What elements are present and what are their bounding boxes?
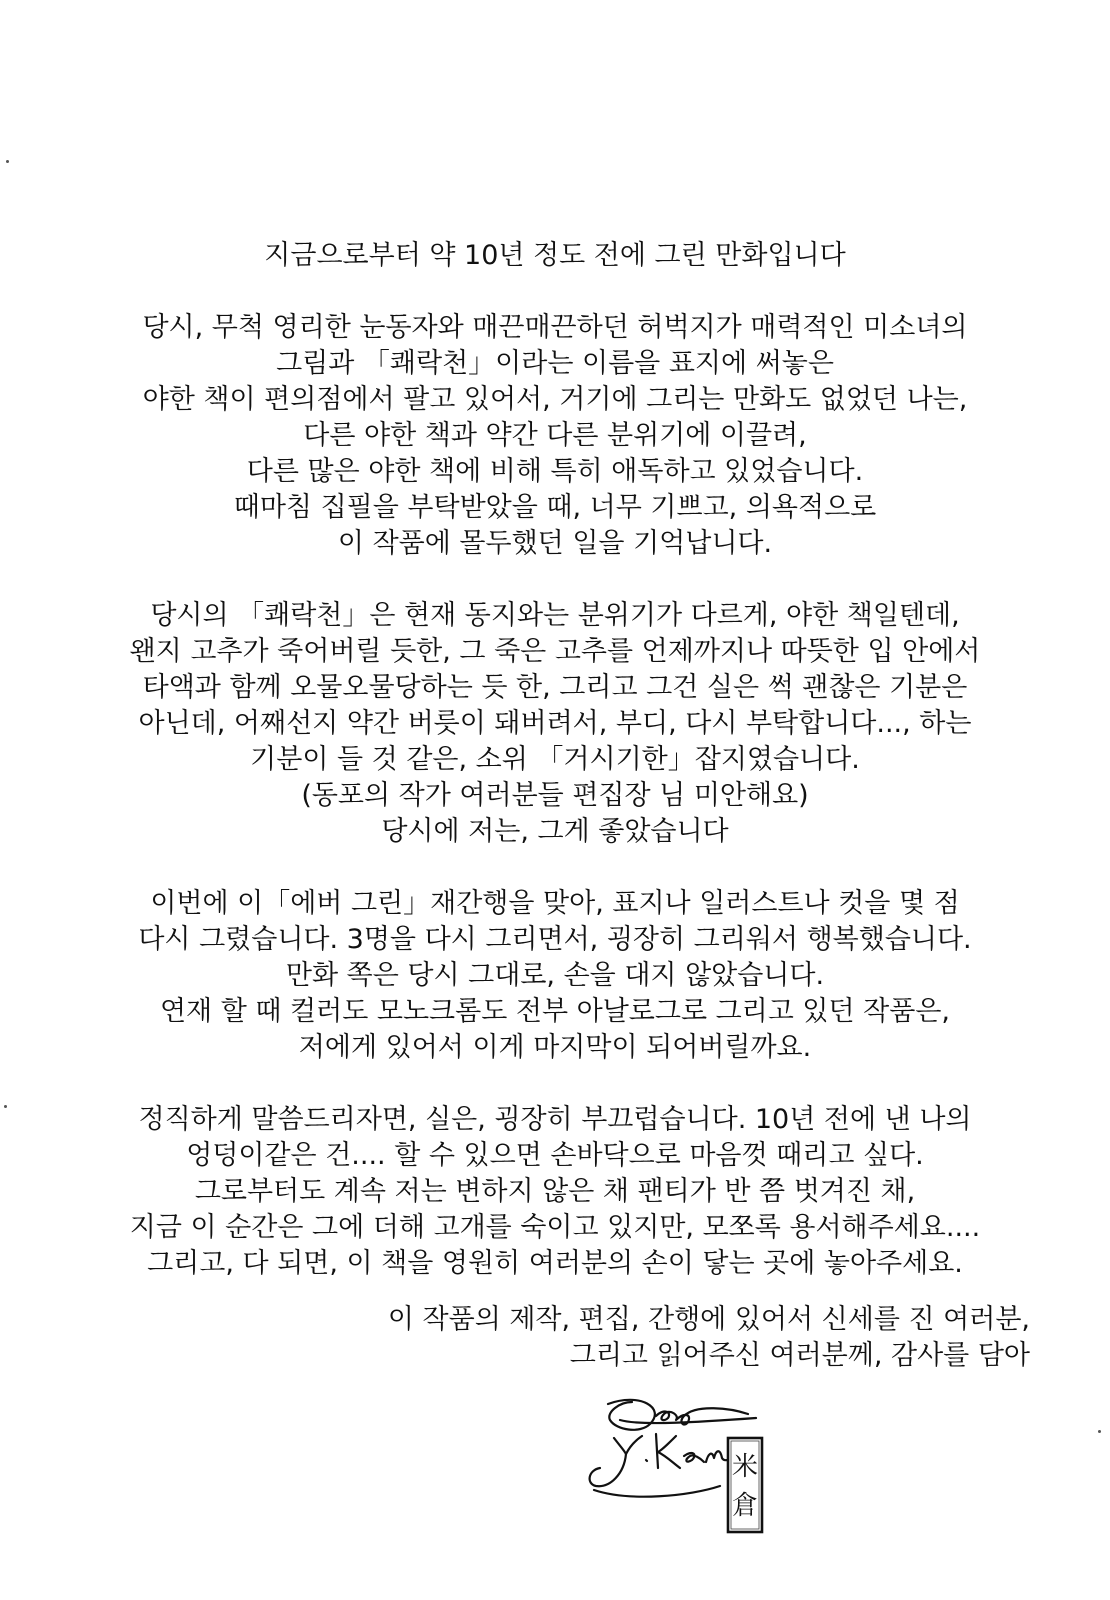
letter-line: 정직하게 말씀드리자면, 실은, 굉장히 부끄럽습니다. 10년 전에 낸 나의 — [138, 1104, 972, 1135]
letter-line: 타액과 함께 오물오물당하는 듯 한, 그리고 그건 실은 썩 괜찮은 기분은 — [142, 672, 968, 703]
author-signature — [580, 1390, 780, 1540]
seal-glyph-2: 倉 — [731, 1491, 759, 1521]
scan-speck — [1098, 1430, 1101, 1433]
letter-line: 다시 그렸습니다. 3명을 다시 그리면서, 굉장히 그리워서 행복했습니다. — [138, 924, 972, 955]
closing-line: 이 작품의 제작, 편집, 간행에 있어서 신세를 진 여러분, — [387, 1304, 1030, 1335]
scan-speck — [4, 1105, 7, 1108]
scan-speck — [6, 160, 9, 163]
letter-line: 연재 할 때 컬러도 모노크롬도 전부 아날로그로 그리고 있던 작품은, — [159, 996, 951, 1027]
closing-line: 그리고 읽어주신 여러분께, 감사를 담아 — [569, 1340, 1030, 1371]
letter-line: 저에게 있어서 이게 마지막이 되어버릴까요. — [298, 1032, 812, 1063]
letter-line: 당시, 무척 영리한 눈동자와 매끈매끈하던 허벅지가 매력적인 미소녀의 — [142, 312, 968, 343]
letter-paragraph — [40, 238, 1070, 274]
letter-line: 이 작품에 몰두했던 일을 기억납니다. — [337, 528, 773, 559]
letter-body — [40, 238, 1070, 1318]
letter-line: 만화 쪽은 당시 그대로, 손을 대지 않았습니다. — [285, 960, 825, 991]
letter-paragraph — [40, 1102, 1070, 1282]
letter-line: 엉덩이같은 건.... 할 수 있으면 손바닥으로 마음껏 때리고 싶다. — [186, 1140, 924, 1171]
letter-line: 기분이 들 것 같은, 소위 「거시기한」잡지였습니다. — [250, 744, 860, 775]
letter-paragraph — [40, 310, 1070, 562]
letter-line: 다른 많은 야한 책에 비해 특히 애독하고 있었습니다. — [246, 456, 864, 487]
letter-line: 그림과 「쾌락천」이라는 이름을 표지에 써놓은 — [276, 348, 834, 379]
letter-line: (동포의 작가 여러분들 편집장 님 미안해요) — [301, 780, 809, 811]
letter-line: 아닌데, 어째선지 약간 버릇이 돼버려서, 부디, 다시 부탁합니다..., 하는 — [138, 708, 972, 739]
letter-line: 그리고, 다 되면, 이 책을 영원히 여러분의 손이 닿는 곳에 놓아주세요. — [147, 1248, 963, 1279]
closing-remarks — [388, 1302, 1030, 1374]
letter-paragraph — [40, 886, 1070, 1066]
letter-line: 그로부터도 계속 저는 변하지 않은 채 팬티가 반 쯤 벗겨진 채, — [194, 1176, 916, 1207]
letter-line: 다른 야한 책과 약간 다른 분위기에 이끌려, — [303, 420, 807, 451]
letter-line: 이번에 이「에버 그린」재간행을 맞아, 표지나 일러스트나 컷을 몇 점 — [150, 888, 960, 919]
letter-paragraph — [40, 598, 1070, 850]
letter-line: 왠지 고추가 죽어버릴 듯한, 그 죽은 고추를 언제까지나 따뜻한 입 안에서 — [129, 636, 981, 667]
letter-line: 때마침 집필을 부탁받았을 때, 너무 기쁘고, 의욕적으로 — [233, 492, 877, 523]
letter-line: 지금 이 순간은 그에 더해 고개를 숙이고 있지만, 모쪼록 용서해주세요.... — [129, 1212, 981, 1243]
letter-line: 당시의 「쾌락천」은 현재 동지와는 분위기가 다르게, 야한 책일텐데, — [150, 600, 960, 631]
letter-line: 지금으로부터 약 10년 정도 전에 그린 만화입니다 — [264, 240, 846, 271]
seal-glyph-1: 米 — [731, 1452, 759, 1482]
letter-line: 야한 책이 편의점에서 팔고 있어서, 거기에 그리는 만화도 없었던 나는, — [142, 384, 968, 415]
letter-line: 당시에 저는, 그게 좋았습니다 — [381, 816, 729, 847]
